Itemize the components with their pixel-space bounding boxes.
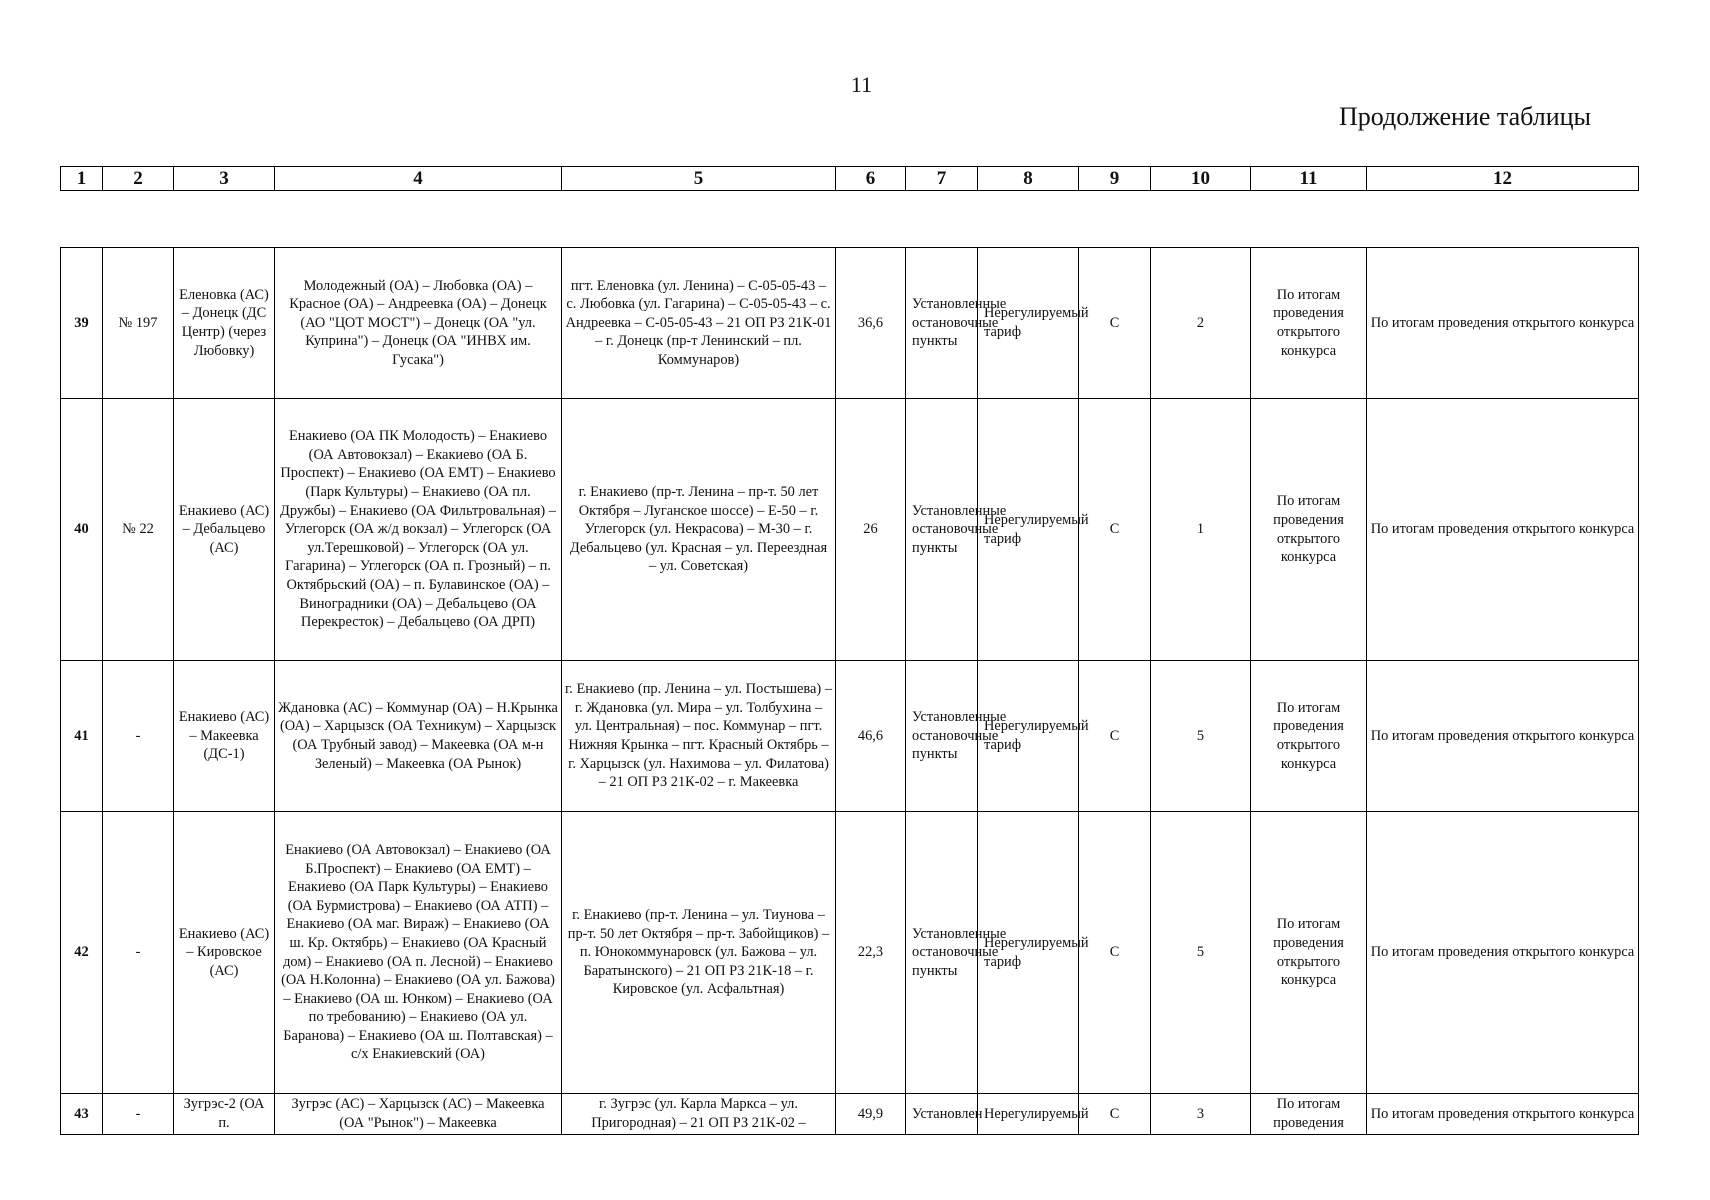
vehicle-class: С (1079, 399, 1151, 661)
tariff-type: Нерегулируемый тариф (978, 248, 1079, 399)
row-number: 40 (61, 399, 103, 661)
carrier-info: По итогам проведения открытого конкурса (1367, 1094, 1639, 1135)
carrier: По итогам проведения открытого конкурса (1251, 661, 1367, 812)
row-number: 39 (61, 248, 103, 399)
vehicle-count: 5 (1151, 812, 1251, 1094)
carrier-info: По итогам проведения открытого конкурса (1367, 812, 1639, 1094)
route-stops: Зугрэс (АС) – Харцызск (АС) – Макеевка (ОА "Рынок") – Макеевка (275, 1094, 562, 1135)
carrier: По итогам проведения открытого конкурса (1251, 399, 1367, 661)
route-stops: Енакиево (ОА ПК Молодость) – Енакиево (ОА Автовокзал) – Екакиево (ОА Б. Проспект) – Енакиево (ОА ЕМТ) – Енакиево (Парк Культуры) – Енакиево (ОА пл. Дружбы) – Енакиево (ОА Фильтровальная) – Углегорск (ОА ж/д вокзал) – Углегорск (ОА ул.Терешковой) – Углегорск (ОА ул. Гагарина) – Углегорск (ОА п. Грозный) – п. Октябрьский (ОА) – п. Булавинское (ОА) – Виноградники (ОА) – Дебальцево (ОА Перекресток) – Дебальцево (ОА ДРП) (275, 399, 562, 661)
route-number: - (103, 812, 174, 1094)
boarding-order: Установлен (906, 1094, 978, 1135)
route-name: Енакиево (АС) – Дебальцево (АС) (174, 399, 275, 661)
route-number: - (103, 1094, 174, 1135)
route-length: 49,9 (836, 1094, 906, 1135)
continuation-title: Продолжение таблицы (1339, 102, 1591, 131)
vehicle-count: 3 (1151, 1094, 1251, 1135)
routes-table (60, 247, 1639, 1135)
route-stops: Молодежный (ОА) – Любовка (ОА) – Красное (ОА) – Андреевка (ОА) – Донецк (АО "ЦОТ МОСТ") – Донецк (ОА "ул. Куприна") – Донецк (ОА "ИНВХ им. Гусака") (275, 248, 562, 399)
header-cell: 6 (836, 167, 906, 191)
route-length: 36,6 (836, 248, 906, 399)
header-cell: 1 (61, 167, 103, 191)
page-number: 11 (850, 72, 873, 97)
route-name: Еленовка (АС) – Донецк (ДС Центр) (через Любовку) (174, 248, 275, 399)
boarding-order: Установленные остановочные пункты (906, 399, 978, 661)
carrier: По итогам проведения открытого конкурса (1251, 248, 1367, 399)
header-cell: 12 (1367, 167, 1639, 191)
vehicle-count: 5 (1151, 661, 1251, 812)
route-name: Зугрэс-2 (ОА п. (174, 1094, 275, 1135)
carrier-info: По итогам проведения открытого конкурса (1367, 661, 1639, 812)
header-row (61, 167, 1639, 191)
header-cell: 10 (1151, 167, 1251, 191)
vehicle-count: 1 (1151, 399, 1251, 661)
header-cell: 4 (275, 167, 562, 191)
route-streets: пгт. Еленовка (ул. Ленина) – С-05-05-43 – с. Любовка (ул. Гагарина) – С-05-05-43 – с. Андреевка – С-05-05-43 – 21 ОП РЗ 21К-01 – г. Донецк (пр-т Ленинский – пл. Коммунаров) (562, 248, 836, 399)
route-stops: Енакиево (ОА Автовокзал) – Енакиево (ОА Б.Проспект) – Енакиево (ОА ЕМТ) – Енакиево (ОА Парк Культуры) – Енакиево (ОА Бурмистрова) – Енакиево (ОА АТП) – Енакиево (ОА маг. Вираж) – Енакиево (ОА ш. Кр. Октябрь) – Енакиево (ОА Красный дом) – Енакиево (ОА п. Лесной) – Енакиево (ОА Н.Колонна) – Енакиево (ОА ул. Бажова) – Енакиево (ОА ш. Юнком) – Енакиево (ОА по требованию) – Енакиево (ОА ул. Баранова) – Енакиево (ОА ш. Полтавская) – с/х Енакиевский (ОА) (275, 812, 562, 1094)
vehicle-class: С (1079, 1094, 1151, 1135)
route-stops: Ждановка (АС) – Коммунар (ОА) – Н.Крынка (ОА) – Харцызск (ОА Техникум) – Харцызск (ОА Трубный завод) – Макеевка (ОА м-н Зеленый) – Макеевка (ОА Рынок) (275, 661, 562, 812)
vehicle-class: С (1079, 812, 1151, 1094)
header-cell: 9 (1079, 167, 1151, 191)
header-cell: 5 (562, 167, 836, 191)
table-row (61, 812, 1639, 1094)
carrier-info: По итогам проведения открытого конкурса (1367, 248, 1639, 399)
tariff-type: Нерегулируемый тариф (978, 661, 1079, 812)
route-number: - (103, 661, 174, 812)
header-cell: 2 (103, 167, 174, 191)
route-length: 22,3 (836, 812, 906, 1094)
header-cell: 8 (978, 167, 1079, 191)
header-table (60, 166, 1639, 191)
tariff-type: Нерегулируемый (978, 1094, 1079, 1135)
route-length: 26 (836, 399, 906, 661)
vehicle-class: С (1079, 661, 1151, 812)
table-row (61, 1094, 1639, 1135)
route-streets: г. Енакиево (пр-т. Ленина – пр-т. 50 лет Октября – Луганское шоссе) – Е-50 – г. Углегорск (ул. Некрасова) – М-30 – г. Дебальцево (ул. Красная – ул. Переездная – ул. Советская) (562, 399, 836, 661)
route-length: 46,6 (836, 661, 906, 812)
route-number: № 197 (103, 248, 174, 399)
boarding-order: Установленные остановочные пункты (906, 248, 978, 399)
table-row (61, 661, 1639, 812)
boarding-order: Установленные остановочные пункты (906, 661, 978, 812)
route-number: № 22 (103, 399, 174, 661)
header-cell: 3 (174, 167, 275, 191)
vehicle-count: 2 (1151, 248, 1251, 399)
route-streets: г. Енакиево (пр. Ленина – ул. Постышева) – г. Ждановка (ул. Мира – ул. Толбухина – ул. Центральная) – пос. Коммунар – пгт. Нижняя Крынка – пгт. Красный Октябрь – г. Харцызск (ул. Нахимова – ул. Филатова) – 21 ОП РЗ 21К-02 – г. Макеевка (562, 661, 836, 812)
row-number: 42 (61, 812, 103, 1094)
boarding-order: Установленные остановочные пункты (906, 812, 978, 1094)
route-name: Енакиево (АС) – Макеевка (ДС-1) (174, 661, 275, 812)
header-cell: 7 (906, 167, 978, 191)
header-cell: 11 (1251, 167, 1367, 191)
table-row (61, 248, 1639, 399)
route-streets: г. Енакиево (пр-т. Ленина – ул. Тиунова – пр-т. 50 лет Октября – пр-т. Забойщиков) – п. Юнокоммунаровск (ул. Бажова – ул. Баратынского) – 21 ОП РЗ 21К-18 – г. Кировское (ул. Асфальтная) (562, 812, 836, 1094)
route-streets: г. Зугрэс (ул. Карла Маркса – ул. Пригородная) – 21 ОП РЗ 21К-02 – (562, 1094, 836, 1135)
row-number: 41 (61, 661, 103, 812)
carrier: По итогам проведения (1251, 1094, 1367, 1135)
tariff-type: Нерегулируемый тариф (978, 812, 1079, 1094)
vehicle-class: С (1079, 248, 1151, 399)
carrier: По итогам проведения открытого конкурса (1251, 812, 1367, 1094)
carrier-info: По итогам проведения открытого конкурса (1367, 399, 1639, 661)
route-name: Енакиево (АС) – Кировское (АС) (174, 812, 275, 1094)
row-number: 43 (61, 1094, 103, 1135)
tariff-type: Нерегулируемый тариф (978, 399, 1079, 661)
table-row (61, 399, 1639, 661)
